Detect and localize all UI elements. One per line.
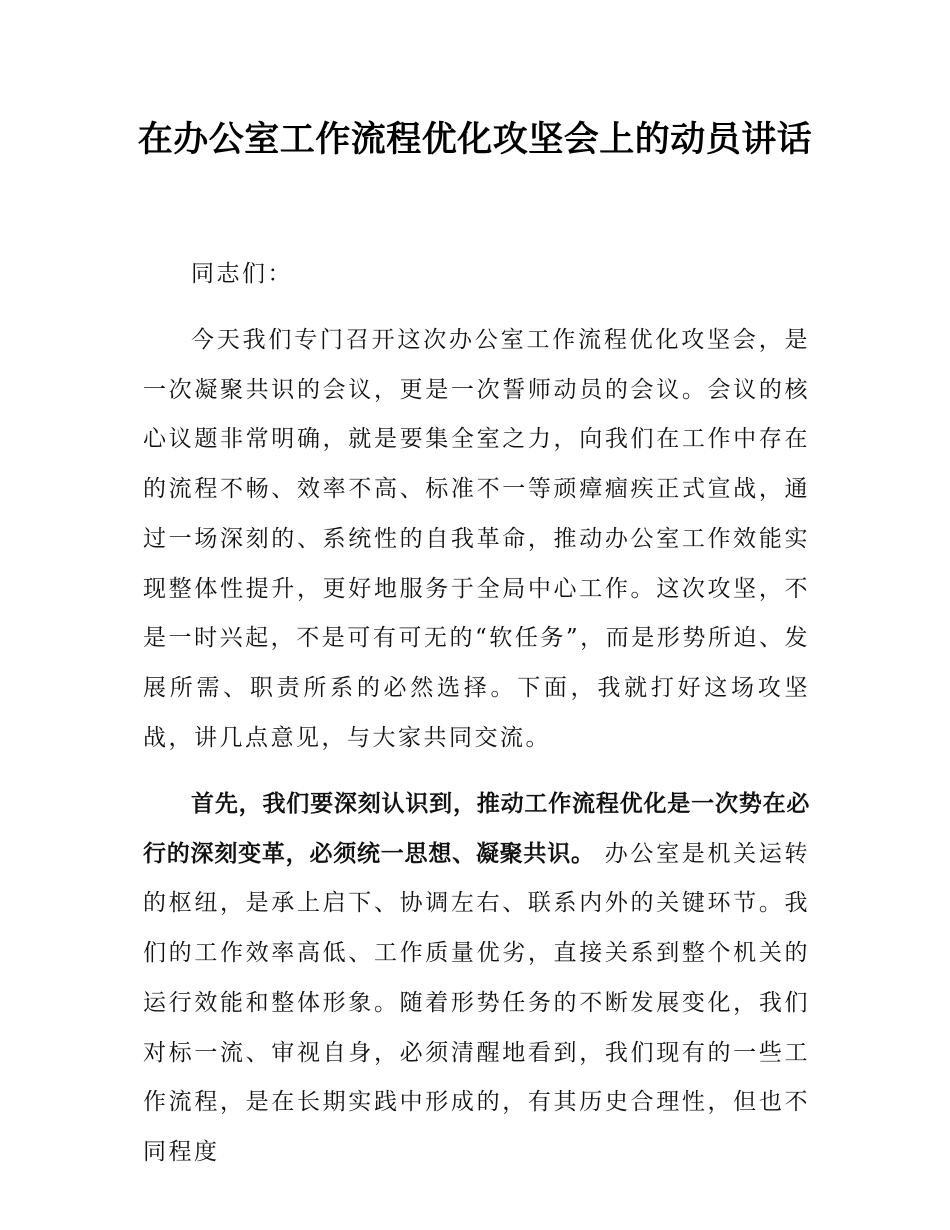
paragraph-lead-bold: 首先，我们要深刻认识到，推动工作流程优化是一次势在必行的深刻变革，必须统一思想、凝聚共识。	[143, 791, 810, 867]
paragraph-first-point	[143, 780, 810, 1178]
salutation: 同志们：	[191, 261, 293, 287]
paragraph-body-text: 办公室是机关运转的枢纽，是承上启下、协调左右、联系内外的关键环节。我们的工作效率高低、工作质量优劣，直接关系到整个机关的运行效能和整体形象。随着形势任务的不断发展变化，我们对标一流、审视自身，必须清醒地看到，我们现有的一些工作流程，是在长期实践中形成的，有其历史合理性，但也不同程度	[143, 840, 810, 1165]
document-title: 在办公室工作流程优化攻坚会上的动员讲话	[137, 120, 813, 160]
paragraph-intro: 今天我们专门召开这次办公室工作流程优化攻坚会，是一次凝聚共识的会议，更是一次誓师动员的会议。会议的核心议题非常明确，就是要集全室之力，向我们在工作中存在的流程不畅、效率不高、标准不一等顽瘴痼疾正式宣战，通过一场深刻的、系统性的自我革命，推动办公室工作效能实现整体性提升，更好地服务于全局中心工作。这次攻坚，不是一时兴起，不是可有可无的“软任务”，而是形势所迫、发展所需、职责所系的必然选择。下面，我就打好这场攻坚战，讲几点意见，与大家共同交流。	[143, 327, 810, 751]
